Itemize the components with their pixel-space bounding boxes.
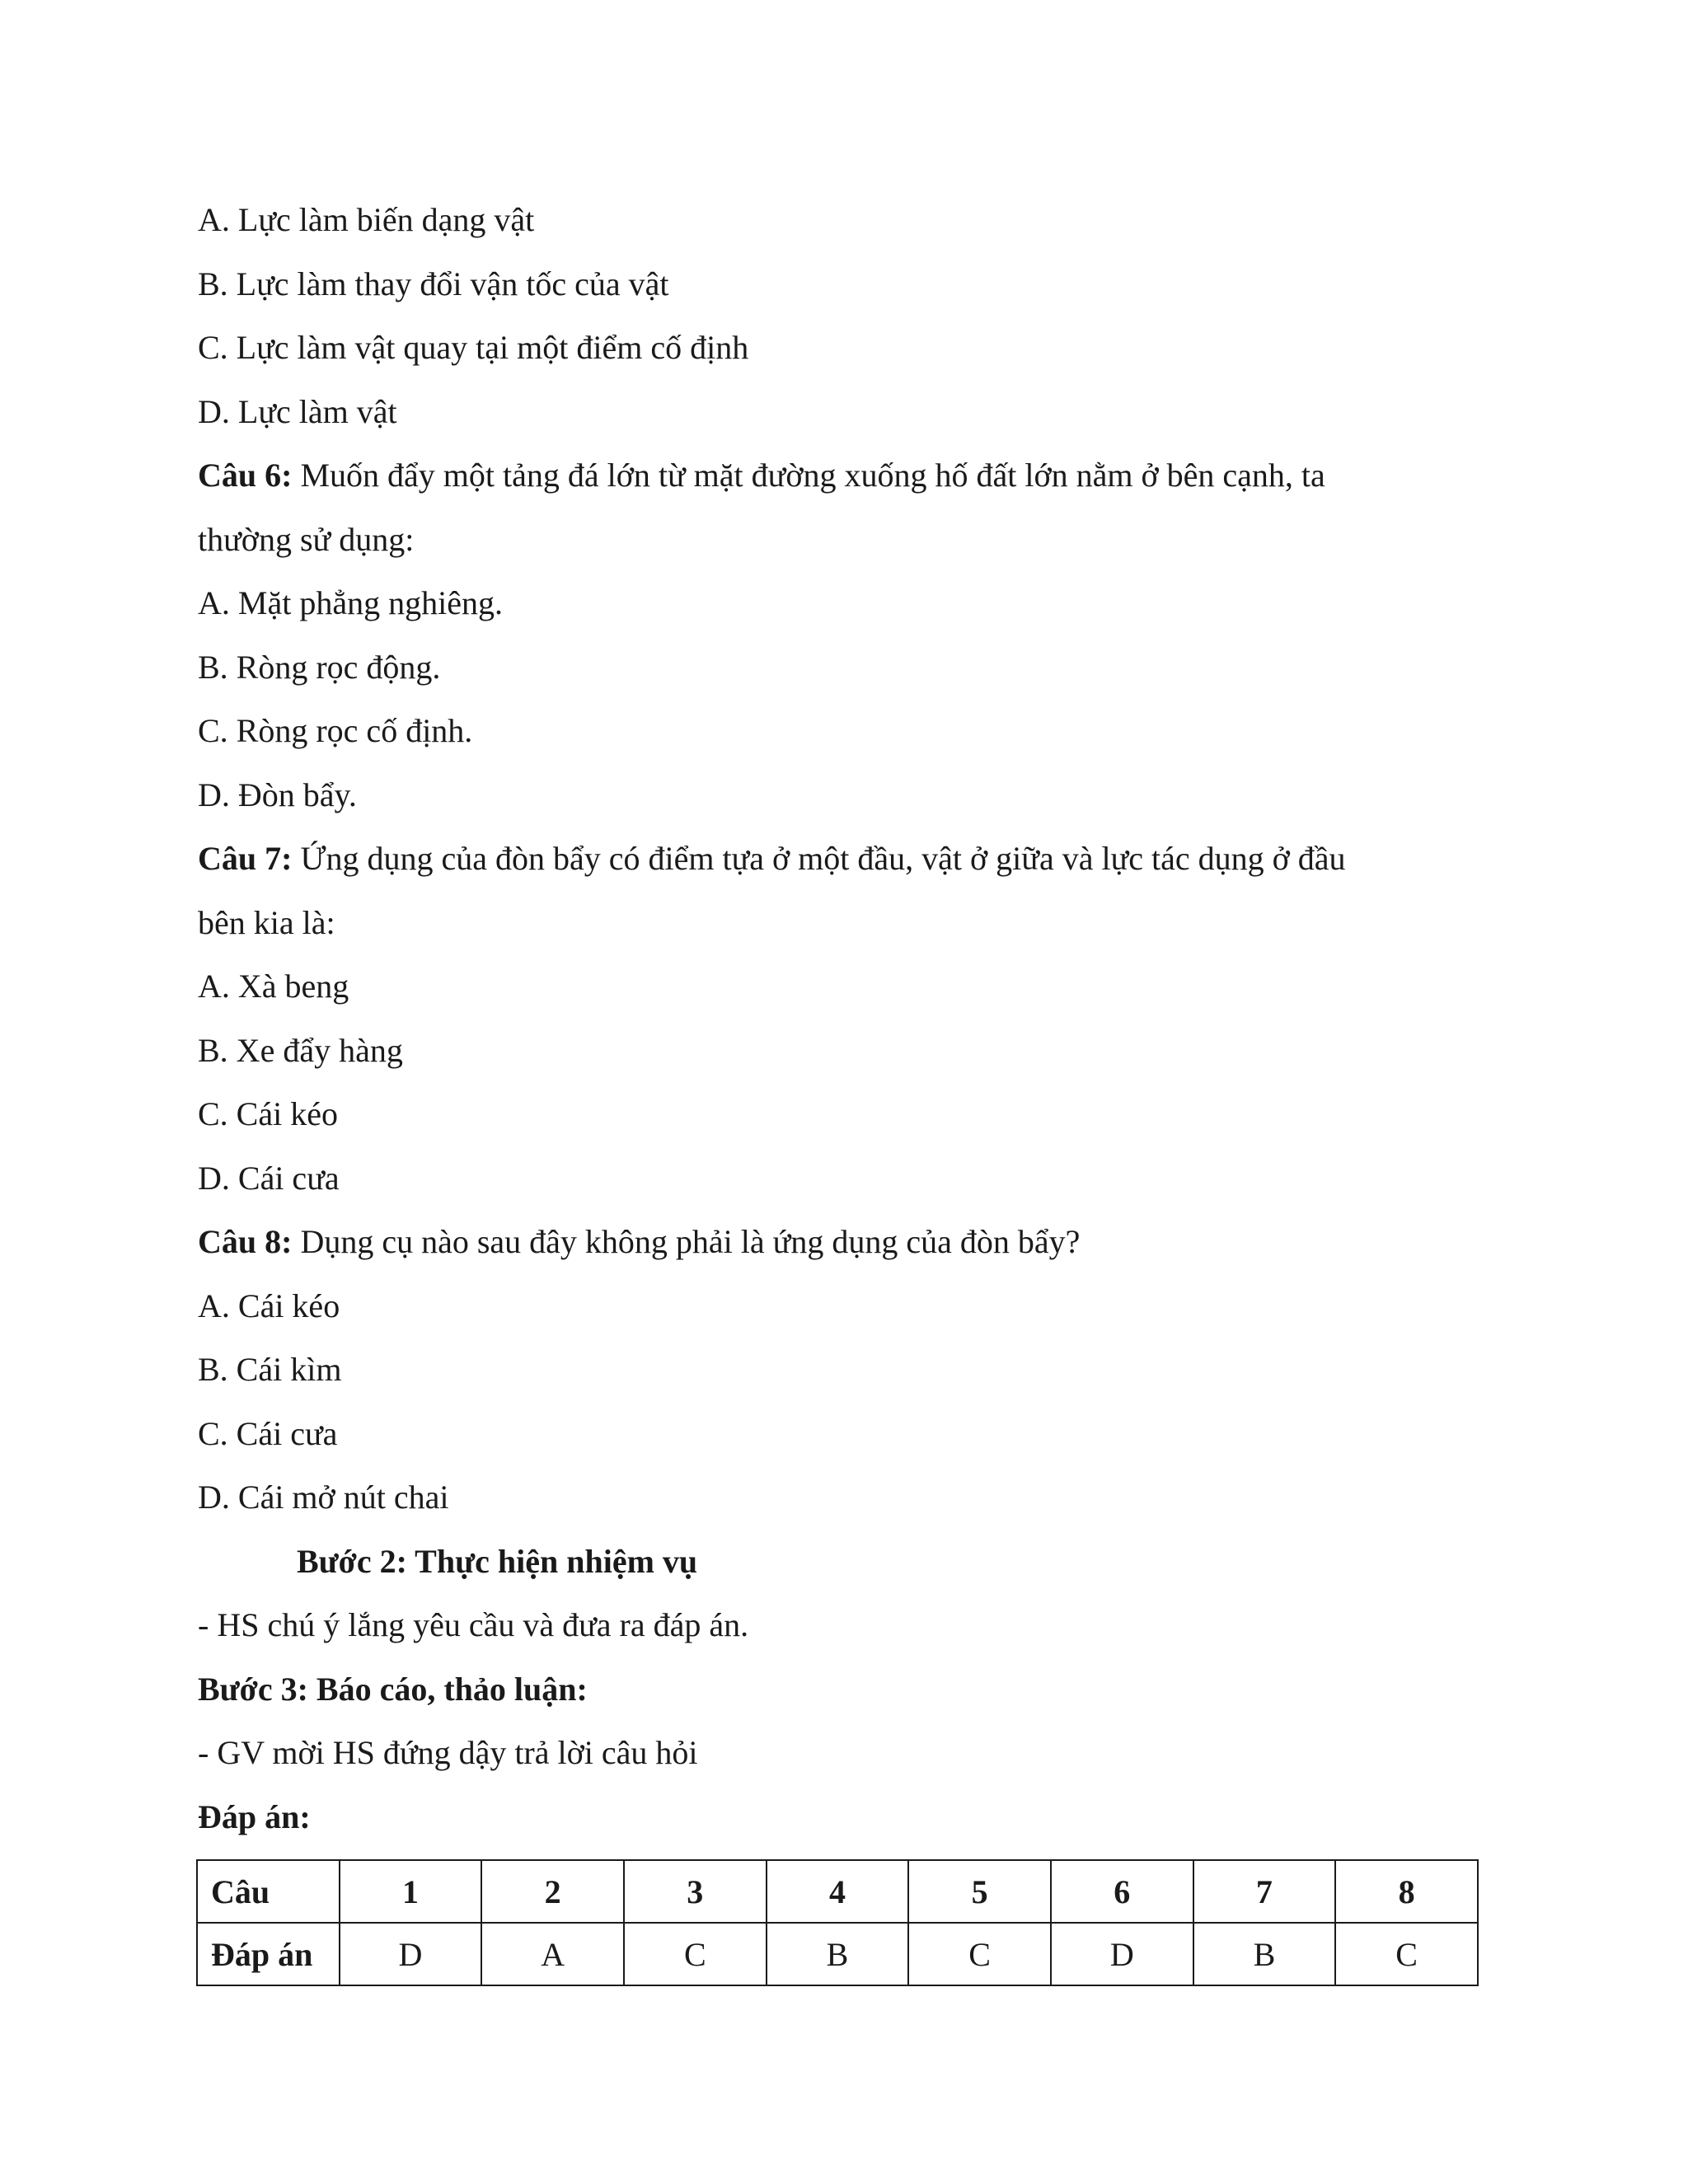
document-body <box>198 188 1500 1849</box>
q7-question-line2: bên kia là: <box>198 903 335 941</box>
answer-heading: Đáp án: <box>198 1797 311 1835</box>
answer-cell: A <box>481 1923 624 1985</box>
question-number-cell: 8 <box>1335 1860 1478 1923</box>
answer-cell: C <box>624 1923 767 1985</box>
q8-label: Câu 8: <box>198 1223 293 1260</box>
q5-option-c: C. Lực làm vật quay tại một điểm cố định <box>198 329 749 366</box>
answer-header-cell: Đáp án <box>197 1923 340 1985</box>
q7-option-a: A. Xà beng <box>198 968 349 1005</box>
answer-cell: B <box>767 1923 909 1985</box>
answer-row <box>197 1923 1478 1985</box>
q8-question <box>198 1210 1500 1274</box>
question-header-cell: Câu <box>197 1860 340 1923</box>
question-number-row <box>197 1860 1478 1923</box>
answer-cell: D <box>340 1923 482 1985</box>
question-number-cell: 5 <box>908 1860 1051 1923</box>
q6-question-line2: thường sử dụng: <box>198 520 415 558</box>
q5-option-d: D. Lực làm vật <box>198 392 397 430</box>
q5-option-b: B. Lực làm thay đổi vận tốc của vật <box>198 265 669 302</box>
q6-text: Muốn đẩy một tảng đá lớn từ mặt đường xuống hố đất lớn nằm ở bên cạnh, ta <box>292 457 1325 494</box>
q8-text: Dụng cụ nào sau đây không phải là ứng dụng của đòn bẩy? <box>292 1223 1081 1260</box>
q8-option-a: A. Cái kéo <box>198 1286 340 1324</box>
step3-heading: Bước 3: Báo cáo, thảo luận: <box>198 1670 588 1708</box>
q8-option-b: B. Cái kìm <box>198 1351 342 1388</box>
answer-cell: C <box>1335 1923 1478 1985</box>
q7-question-line1 <box>198 827 1500 891</box>
q6-option-b: B. Ròng rọc động. <box>198 648 441 686</box>
q7-option-b: B. Xe đẩy hàng <box>198 1031 403 1069</box>
q6-option-a: A. Mặt phẳng nghiêng. <box>198 584 503 621</box>
q8-option-c: C. Cái cưa <box>198 1414 338 1452</box>
answer-cell: C <box>908 1923 1051 1985</box>
question-number-cell: 1 <box>340 1860 482 1923</box>
answer-cell: D <box>1051 1923 1193 1985</box>
answer-cell: B <box>1193 1923 1336 1985</box>
question-number-cell: 2 <box>481 1860 624 1923</box>
answer-table <box>196 1859 1479 1986</box>
q8-option-d: D. Cái mở nút chai <box>198 1479 449 1516</box>
step2-heading: Bước 2: Thực hiện nhiệm vụ <box>297 1542 698 1580</box>
question-number-cell: 6 <box>1051 1860 1193 1923</box>
step2-text: - HS chú ý lắng yêu cầu và đưa ra đáp án. <box>198 1606 749 1643</box>
q7-option-c: C. Cái kéo <box>198 1095 338 1132</box>
q7-text: Ứng dụng của đòn bẩy có điểm tựa ở một đầu, vật ở giữa và lực tác dụng ở đầu <box>292 840 1346 877</box>
question-number-cell: 3 <box>624 1860 767 1923</box>
step3-text: - GV mời HS đứng dậy trả lời câu hỏi <box>198 1734 698 1771</box>
question-number-cell: 4 <box>767 1860 909 1923</box>
q6-option-d: D. Đòn bẩy. <box>198 776 357 813</box>
q6-option-c: C. Ròng rọc cố định. <box>198 712 473 749</box>
question-number-cell: 7 <box>1193 1860 1336 1923</box>
q7-label: Câu 7: <box>198 840 293 877</box>
q5-option-a: A. Lực làm biến dạng vật <box>198 201 535 238</box>
q6-question-line1 <box>198 443 1500 508</box>
q6-label: Câu 6: <box>198 457 293 494</box>
q7-option-d: D. Cái cưa <box>198 1159 340 1197</box>
